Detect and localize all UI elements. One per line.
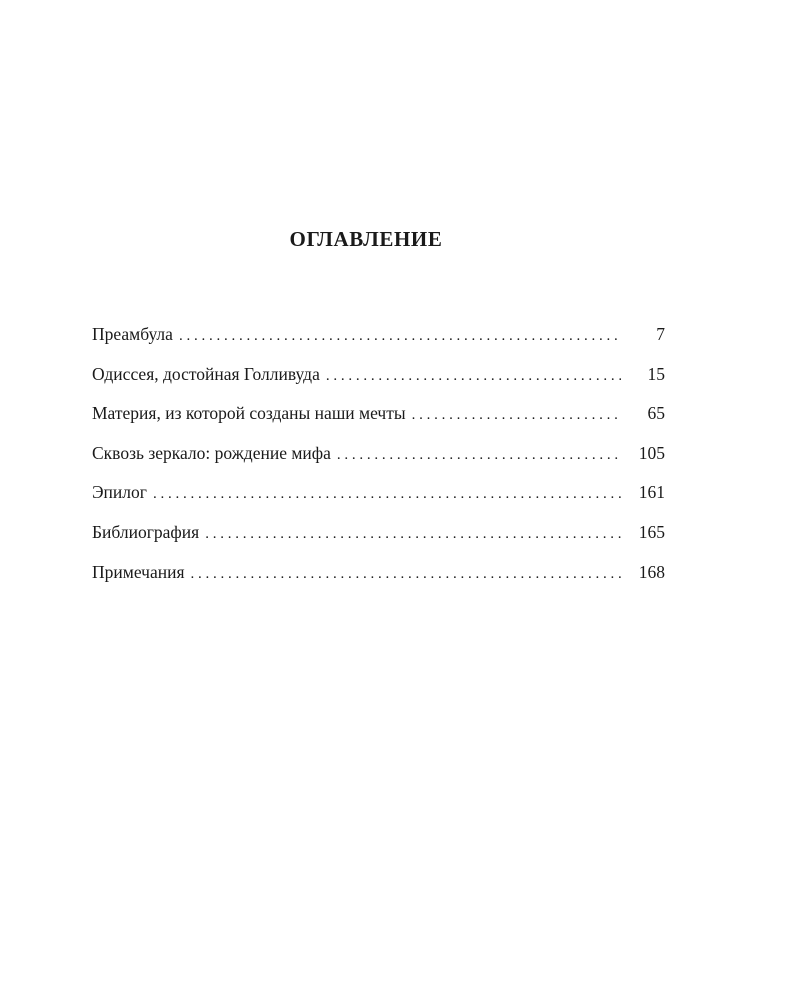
toc-entry-title: Одиссея, достойная Голливуда	[92, 363, 320, 384]
toc-entry-page-number: 15	[647, 363, 665, 384]
toc-entry-page-number: 7	[656, 324, 665, 344]
toc-entry-page-number: 168	[638, 561, 665, 582]
dot-leader	[153, 482, 621, 506]
toc-entry-page-number: 105	[638, 442, 665, 463]
toc-entry-title: Преамбула	[92, 324, 173, 344]
dot-leader	[205, 522, 621, 546]
dot-leader	[337, 443, 621, 467]
toc-entry-page-number: 165	[638, 521, 665, 542]
toc-entry-dreams[interactable]	[92, 401, 665, 441]
toc-entry-looking-glass[interactable]	[92, 441, 665, 481]
page-title: ОГЛАВЛЕНИЕ	[289, 227, 443, 251]
toc-entry-title: Библиография	[92, 521, 200, 542]
dot-leader	[179, 324, 621, 348]
toc-entry-title: Эпилог	[92, 482, 147, 503]
dot-leader	[326, 364, 621, 388]
toc-entry-page-number: 65	[647, 403, 665, 424]
toc-entry-preamble[interactable]	[92, 322, 665, 362]
table-of-contents	[92, 322, 665, 599]
dot-leader	[412, 403, 621, 427]
toc-entry-epilogue[interactable]	[92, 480, 665, 520]
toc-entry-page-number: 161	[638, 482, 665, 503]
toc-entry-title: Сквозь зеркало: рождение мифа	[92, 442, 331, 463]
toc-entry-title: Материя, из которой созданы наши мечты	[92, 403, 406, 424]
toc-entry-odyssey[interactable]	[92, 362, 665, 402]
toc-entry-bibliography[interactable]	[92, 520, 665, 560]
toc-entry-notes[interactable]	[92, 560, 665, 600]
toc-entry-title: Примечания	[92, 561, 185, 582]
dot-leader	[191, 562, 621, 586]
